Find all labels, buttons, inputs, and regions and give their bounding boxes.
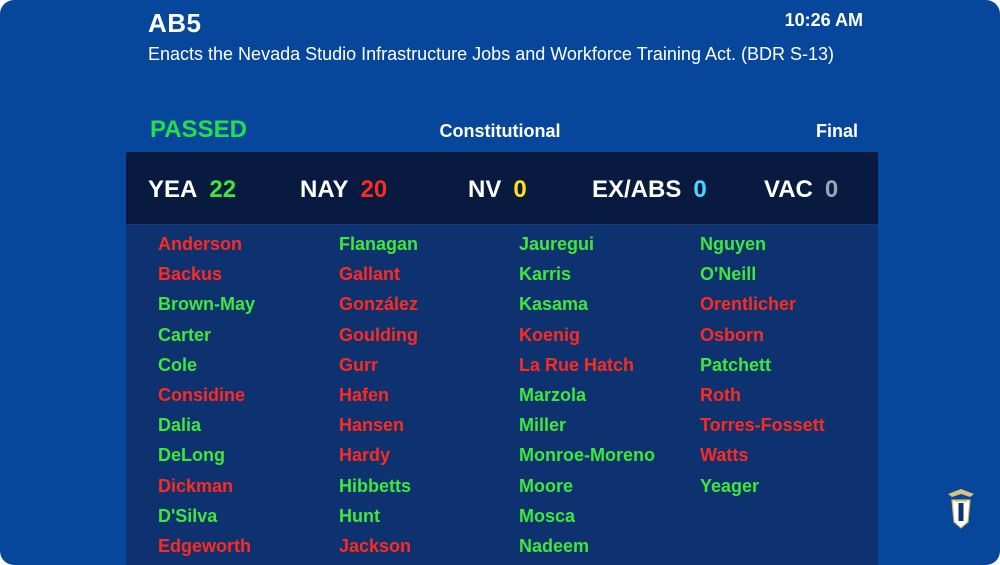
member-name-yea: Carter	[158, 324, 212, 345]
member-name-yea: Marzola	[519, 384, 587, 405]
member-name-yea: Moore	[519, 475, 573, 496]
member-name-nay: Edgeworth	[158, 535, 251, 556]
member-name-nay: Koenig	[519, 324, 580, 345]
member-column-3	[519, 233, 699, 565]
member-name-yea: Hunt	[339, 505, 380, 526]
member-name-yea: D'Silva	[158, 505, 218, 526]
tally-yea-count: 22	[209, 176, 237, 203]
member-name-yea: DeLong	[158, 445, 225, 466]
member-column-4	[700, 233, 880, 505]
tally-ex-abs	[592, 176, 707, 204]
member-name-nay: La Rue Hatch	[519, 354, 635, 375]
member-name-yea: Nadeem	[519, 535, 590, 556]
member-name-nay: Hafen	[339, 384, 390, 405]
tally-nay-label: NAY	[300, 176, 349, 203]
member-column-2	[339, 233, 519, 565]
vote-stage-label: Final	[815, 121, 858, 141]
member-name-nay: Orentlicher	[700, 294, 797, 315]
tally-vac-label: VAC	[764, 176, 813, 203]
member-name-yea: Monroe-Moreno	[519, 445, 655, 466]
member-name-yea: Flanagan	[339, 234, 419, 254]
member-name-yea: Jauregui	[519, 234, 595, 254]
member-name-nay: Goulding	[339, 324, 418, 345]
tally-yea-label: YEA	[148, 176, 198, 203]
member-name-yea: Yeager	[700, 475, 760, 496]
tally-vac	[764, 176, 838, 204]
member-name-yea: Cole	[158, 354, 198, 375]
member-name-nay: Dickman	[158, 475, 234, 496]
nevada-legislature-seal-icon	[946, 488, 976, 530]
member-name-nay: Roth	[700, 384, 741, 405]
member-name-yea: Brown-May	[158, 294, 256, 315]
clock-time: 10:26 AM	[784, 10, 863, 30]
tally-bar	[126, 152, 878, 225]
member-name-nay: Anderson	[158, 234, 243, 254]
tally-nay	[300, 176, 387, 204]
vote-panel	[126, 152, 878, 565]
tally-nv-count: 0	[513, 176, 527, 203]
member-roster	[126, 225, 878, 565]
member-name-yea: Mosca	[519, 505, 576, 526]
member-name-nay: Watts	[700, 445, 749, 466]
member-name-yea: Miller	[519, 415, 567, 436]
member-name-nay: Hansen	[339, 415, 405, 436]
member-name-yea: Patchett	[700, 354, 772, 375]
tally-nv-label: NV	[468, 176, 502, 203]
member-name-nay: Torres-Fossett	[700, 415, 825, 436]
member-name-nay: Jackson	[339, 535, 412, 556]
member-name-nay: Gallant	[339, 264, 401, 285]
member-name-nay: Backus	[158, 264, 223, 285]
member-name-nay: Osborn	[700, 324, 765, 345]
member-name-nay: Hardy	[339, 445, 391, 466]
member-column-1	[158, 233, 338, 565]
tally-ex-abs-count: 0	[693, 176, 707, 203]
member-name-nay: Gurr	[339, 354, 379, 375]
vote-type-label: Constitutional	[439, 121, 561, 141]
member-name-yea: Karris	[519, 264, 572, 285]
member-name-yea: Kasama	[519, 294, 589, 315]
tally-ex-abs-label: EX/ABS	[592, 176, 682, 203]
tally-nv	[468, 176, 527, 204]
member-name-nay: González	[339, 294, 419, 315]
member-name-yea: O'Neill	[700, 264, 757, 285]
vote-result-status: PASSED	[150, 116, 247, 143]
member-name-yea: Nguyen	[700, 234, 767, 254]
tally-nay-count: 20	[360, 176, 388, 203]
tally-yea	[148, 176, 236, 204]
member-name-yea: Hibbetts	[339, 475, 411, 496]
bill-number: AB5	[148, 8, 202, 38]
member-name-yea: Dalia	[158, 415, 202, 436]
member-name-nay: Considine	[158, 384, 246, 405]
bill-description: Enacts the Nevada Studio Infrastructure Jobs and Workforce Training Act. (BDR S-13)	[148, 44, 834, 64]
tally-vac-count: 0	[824, 176, 839, 203]
